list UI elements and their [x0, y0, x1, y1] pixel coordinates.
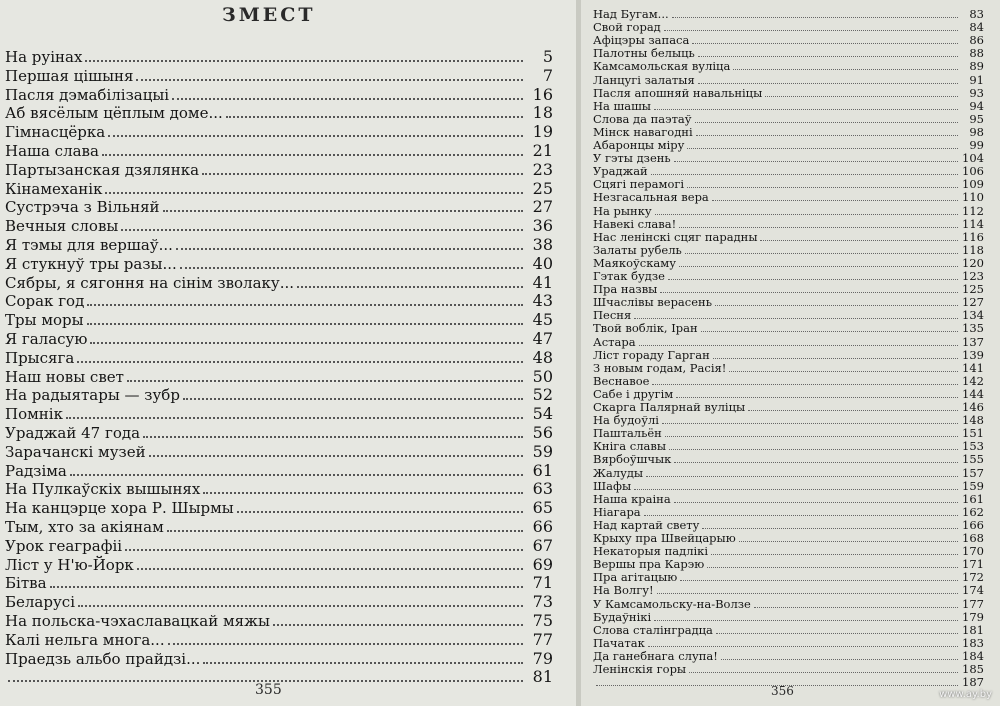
dot-leader — [143, 436, 523, 438]
dot-leader — [203, 662, 523, 664]
toc-entry-title: Першая цішыня — [5, 66, 134, 85]
toc-entry-title: Жалуды — [593, 465, 644, 480]
toc-entry-title: Нас ленінскі сцяг парадны — [593, 229, 758, 244]
toc-entry-title: Сабе і другім — [593, 386, 674, 401]
toc-entry-page: 18 — [532, 103, 553, 123]
toc-entry-title: Урок геаграфіі — [5, 536, 123, 555]
toc-entry-page: 134 — [962, 308, 984, 323]
dot-leader — [273, 624, 523, 626]
toc-entry — [5, 142, 553, 160]
toc-entry-title: Ланцугі залатыя — [593, 72, 695, 87]
toc-entry — [5, 104, 553, 122]
toc-entry-title: На Волгу! — [593, 583, 654, 598]
toc-entry-title: Афіцэры запаса — [593, 33, 690, 48]
toc-entry-page: 7 — [542, 65, 553, 85]
toc-entry-title: На радыятары — зубр — [5, 386, 180, 405]
toc-entry-title: Да ганебнага слупа! — [593, 648, 718, 663]
toc-entry-page: 66 — [532, 517, 553, 536]
toc-entry-page: 148 — [962, 413, 984, 428]
toc-entry-page: 21 — [532, 141, 553, 160]
toc-entry-title: Над Бугам... — [593, 7, 669, 21]
toc-entry-title: Наш новы свет — [5, 367, 124, 386]
toc-entry — [5, 198, 553, 216]
toc-entry-title: Слова сталінградца — [593, 622, 713, 637]
dot-leader — [85, 60, 523, 62]
toc-entry — [5, 405, 553, 423]
toc-entry-page: 65 — [532, 498, 553, 518]
dot-leader — [202, 173, 523, 175]
toc-entry-page: 179 — [962, 609, 984, 624]
watermark: www.ay.by — [939, 689, 992, 700]
toc-entry-page: 104 — [962, 151, 984, 166]
toc-entry-title: Гэтак будзе — [593, 269, 665, 283]
toc-entry — [5, 48, 553, 66]
dot-leader — [163, 210, 523, 212]
toc-entry-page: 67 — [532, 535, 553, 555]
toc-entry-title: Тры моры — [5, 311, 84, 330]
dot-leader — [78, 605, 523, 607]
toc-entry-page: 25 — [532, 178, 553, 198]
dot-leader — [183, 398, 523, 400]
dot-leader — [167, 530, 523, 532]
toc-entry-page: 161 — [962, 491, 984, 506]
toc-entry — [5, 556, 553, 574]
toc-entry-title: Ніагара — [593, 504, 641, 519]
toc-entry-page: 84 — [969, 20, 984, 35]
toc-entry-page: 48 — [532, 347, 553, 367]
toc-entry-title: Кінамеханік — [5, 179, 103, 198]
dot-leader — [102, 154, 523, 156]
toc-entry-page: 77 — [532, 629, 553, 649]
dot-leader — [125, 549, 523, 551]
toc-entry-title: Партызанская дзялянка — [5, 160, 200, 179]
toc-entry-page: 142 — [962, 373, 984, 388]
toc-entry-title: Веснавое — [593, 373, 650, 388]
dot-leader — [66, 417, 523, 419]
toc-entry-page: 27 — [532, 197, 553, 217]
toc-entry-title: Пра назвы — [593, 282, 658, 297]
toc-entry-title: Тым, хто за акіянам — [5, 518, 164, 536]
toc-entry-page: 50 — [532, 366, 553, 386]
toc-entry-page: 185 — [962, 662, 984, 676]
toc-entry-title: Над картай свету — [593, 517, 700, 532]
toc-entry-page: 94 — [969, 98, 984, 113]
toc-entry — [5, 537, 553, 555]
toc-entry-title: Аб вясёлым цёплым доме... — [5, 104, 223, 123]
dot-leader — [180, 267, 523, 269]
toc-entry-title: Свой горад — [593, 20, 661, 35]
toc-entry-title: Абаронцы міру — [593, 138, 685, 152]
toc-entry — [5, 123, 553, 141]
toc-entry-page: 5 — [542, 47, 553, 66]
toc-entry-page: 36 — [532, 216, 553, 236]
toc-entry-title: Прысяга — [5, 348, 75, 367]
toc-entry-page: 71 — [532, 573, 553, 593]
dot-leader — [108, 135, 523, 137]
toc-entry-page: 118 — [962, 242, 984, 257]
toc-entry-page: 177 — [962, 596, 984, 611]
toc-entry — [5, 368, 553, 386]
toc-entry-title: Песня — [593, 308, 632, 323]
toc-entry-page: 135 — [962, 321, 984, 336]
toc-entry-page: 38 — [532, 235, 553, 254]
toc-entry-title: Ліст гораду Гарган — [593, 347, 710, 362]
toc-entry-title: Ураджай 47 года — [5, 424, 141, 442]
toc-entry-title: Шафы — [593, 478, 632, 493]
toc-entry-title: Пачатак — [593, 635, 645, 650]
toc-entry-title: Калі нельга многа... — [5, 630, 165, 649]
toc-entry — [5, 349, 553, 367]
toc-entry-page: 89 — [969, 59, 984, 74]
toc-entry-page: 125 — [962, 282, 984, 297]
toc-entry-page: 109 — [962, 177, 984, 192]
dot-leader — [226, 116, 523, 118]
toc-entry-page: 56 — [532, 423, 553, 442]
dot-leader — [77, 361, 523, 363]
dot-leader — [176, 248, 523, 250]
dot-leader — [136, 79, 523, 81]
dot-leader — [127, 380, 523, 382]
toc-entry-title: З новым годам, Расія! — [593, 360, 727, 375]
right-book-page — [581, 0, 1000, 706]
toc-entry — [5, 292, 553, 310]
toc-entry — [5, 255, 553, 273]
toc-entry — [5, 574, 553, 592]
toc-entry-title: Пасля дэмабілізацыі — [5, 85, 170, 104]
dot-leader — [105, 192, 523, 194]
toc-entry-page: 75 — [532, 611, 553, 630]
toc-entry-title: Я галасую — [5, 330, 88, 348]
toc-entry-page: 139 — [962, 347, 984, 362]
dot-leader — [203, 492, 523, 494]
toc-entry-title: Вярбоўшчык — [593, 452, 672, 467]
toc-entry-page: 110 — [962, 190, 984, 205]
toc-entry — [5, 612, 553, 630]
toc-entry-page: 159 — [962, 478, 984, 493]
toc-entry-title: На шашы — [593, 98, 651, 113]
toc-entry-page: 174 — [962, 583, 984, 598]
dot-leader — [87, 304, 523, 306]
toc-entry-title: Сорак год — [5, 292, 85, 311]
toc-entry-page: 52 — [532, 385, 553, 405]
toc-entry-page: 41 — [532, 272, 553, 292]
toc-entry — [5, 518, 553, 536]
dot-leader — [237, 511, 523, 513]
toc-entry — [5, 424, 553, 442]
toc-entry-page: 83 — [969, 7, 984, 21]
toc-entry-title: Вечныя словы — [5, 217, 119, 236]
toc-entry-page: 144 — [962, 386, 984, 401]
toc-entry-title: На руінах — [5, 48, 83, 66]
toc-entry-page: 95 — [969, 111, 984, 126]
toc-entry-title: Крыху пра Швейцарыю — [593, 531, 736, 545]
toc-entry — [5, 330, 553, 348]
toc-entry — [5, 180, 553, 198]
toc-entry-page: 16 — [532, 84, 553, 104]
toc-entry-title: Камсамольская вуліца — [593, 59, 731, 74]
toc-entry-title: Паштальён — [593, 426, 662, 441]
toc-entry-page: 168 — [962, 531, 984, 545]
toc-entry-title: Астара — [593, 334, 636, 349]
toc-entry-page: 116 — [962, 229, 984, 244]
toc-entry-page: 127 — [962, 295, 984, 310]
toc-entry-page: 155 — [962, 452, 984, 467]
toc-entry-page: 141 — [962, 360, 984, 375]
toc-entry-page: 98 — [969, 124, 984, 139]
toc-entry — [5, 443, 553, 461]
toc-entry-title: Радзіма — [5, 461, 67, 480]
toc-entry-title: Наша краіна — [593, 491, 671, 506]
toc-entry-title: Палотны белыць — [593, 46, 695, 61]
toc-entry-title: На рынку — [593, 203, 652, 218]
toc-entry-title: Сябры, я сягоння на сінім зволаку... — [5, 273, 295, 292]
toc-entry — [5, 236, 553, 254]
toc-entry-title: Слова да паэтаў — [593, 111, 692, 126]
toc-entry-title: Навекі слава! — [593, 216, 677, 231]
toc-entry-title: Бітва — [5, 574, 47, 593]
toc-entry-title: На канцэрце хора Р. Шырмы — [5, 499, 234, 518]
toc-entry-page: 54 — [532, 404, 553, 424]
toc-entry — [5, 217, 553, 235]
toc-entry-page: 187 — [962, 675, 984, 690]
toc-entry — [5, 67, 553, 85]
toc-entry-title: Кніга славы — [593, 439, 667, 454]
toc-entry-page: 137 — [962, 334, 984, 349]
toc-entry-title: Зарачанскі музей — [5, 442, 146, 461]
toc-entry — [5, 462, 553, 480]
toc-entry-title: Я стукнуў тры разы... — [5, 254, 177, 273]
toc-entry-title: Скарга Палярнай вуліцы — [593, 400, 746, 414]
toc-entry-page: 73 — [532, 592, 553, 612]
toc-entry-page: 79 — [532, 648, 553, 668]
toc-entry-title: Помнік — [5, 405, 63, 424]
toc-entry-page: 106 — [962, 164, 984, 179]
toc-entry-page: 69 — [532, 554, 553, 574]
dot-leader — [50, 586, 523, 588]
toc-entry-page: 93 — [969, 85, 984, 100]
toc-entry-title: Маякоўскаму — [593, 255, 676, 270]
toc-entry-page: 157 — [962, 465, 984, 480]
toc-entry-page: 40 — [532, 253, 553, 273]
toc-entry-title: Пра агітацыю — [593, 570, 678, 585]
toc-entry-page: 114 — [962, 216, 984, 231]
toc-entry-title: Сцягі перамогі — [593, 177, 685, 192]
dot-leader — [70, 474, 523, 476]
toc-entry-title: Вершы пра Карэю — [593, 557, 705, 572]
toc-entry-page: 112 — [962, 203, 984, 218]
toc-entry-title: Праедзь альбо прайдзі... — [5, 649, 201, 668]
toc-entry-page: 23 — [532, 159, 553, 179]
toc-entry-page: 120 — [962, 255, 984, 270]
toc-entry-page: 86 — [969, 33, 984, 48]
dot-leader — [137, 568, 523, 570]
toc-entry-page: 91 — [969, 72, 984, 87]
toc-entry-page: 19 — [532, 122, 553, 142]
toc-entry-title: Ураджай — [593, 164, 648, 179]
toc-entry-title: На Пулкаўскіх вышынях — [5, 480, 201, 499]
toc-entry-page: 63 — [532, 479, 553, 499]
toc-entry-page: 99 — [969, 138, 984, 152]
toc-entry-page: 162 — [962, 504, 984, 519]
toc-entry — [5, 499, 553, 517]
toc-entry-title: Твой воблік, Іран — [593, 321, 698, 336]
right-page-number: 356 — [771, 684, 794, 698]
toc-entry-title: Мінск навагодні — [593, 124, 693, 139]
toc-entry-title: Гімнасцёрка — [5, 123, 106, 142]
toc-entry-page: 151 — [962, 426, 984, 441]
left-page-number: 355 — [255, 682, 282, 698]
toc-entry-title: Ліст у Н'ю-Йорк — [5, 555, 134, 574]
dot-leader — [168, 643, 523, 645]
toc-entry-title: У Камсамольску-на-Волзе — [593, 596, 751, 611]
toc-entry — [5, 480, 553, 498]
toc-entry-title: Залаты рубель — [593, 242, 682, 257]
toc-entry — [5, 161, 553, 179]
toc-entry-page: 61 — [532, 460, 553, 480]
toc-entry-title: Будаўнікі — [593, 609, 652, 624]
toc-entry-title: Наша слава — [5, 142, 99, 160]
dot-leader — [149, 455, 523, 457]
toc-entry-title: На будоўлі — [593, 413, 659, 428]
toc-entry-page: 181 — [962, 622, 984, 637]
toc-entry-title: Ленінскія горы — [593, 662, 687, 676]
toc-entry — [5, 86, 553, 104]
toc-entry — [5, 650, 553, 668]
toc-entry-page: 45 — [532, 310, 553, 330]
toc-entry-page: 172 — [962, 570, 984, 585]
toc-entry-title: Беларусі — [5, 593, 75, 612]
dot-leader — [90, 342, 523, 344]
toc-entry-page: 171 — [962, 557, 984, 572]
contents-heading: ЗМЕСТ — [222, 4, 316, 26]
toc-entry — [5, 311, 553, 329]
toc-entry-page: 123 — [962, 269, 984, 283]
toc-entry-page: 47 — [532, 329, 553, 348]
toc-entry-title: Пасля апошняй навальніцы — [593, 85, 763, 100]
toc-entry-title: Некаторыя падлікі — [593, 544, 709, 559]
toc-entry — [5, 274, 553, 292]
toc-entry-page: 59 — [532, 441, 553, 461]
toc-entry — [5, 593, 553, 611]
toc-entry-page: 88 — [969, 46, 984, 61]
toc-entry-page: 153 — [962, 439, 984, 454]
toc-entry-page: 81 — [532, 667, 553, 687]
toc-entry — [5, 631, 553, 649]
toc-entry-page: 146 — [962, 400, 984, 414]
toc-entry-title: Шчаслівы верасень — [593, 295, 712, 310]
toc-entry-page: 184 — [962, 648, 984, 663]
toc-entry-page: 170 — [962, 544, 984, 559]
toc-entry-page: 166 — [962, 517, 984, 532]
toc-entry-title: На польска-чэхаславацкай мяжы — [5, 612, 270, 630]
toc-entry-page: 183 — [962, 635, 984, 650]
dot-leader — [172, 98, 523, 100]
toc-entry — [5, 386, 553, 404]
toc-entry-title: Сустрэча з Вільняй — [5, 198, 160, 217]
dot-leader — [121, 229, 523, 231]
dot-leader — [297, 286, 523, 288]
toc-entry-title: Незгасальная вера — [593, 190, 709, 205]
toc-entry-title: У гэты дзень — [593, 151, 671, 166]
toc-entry-page: 43 — [532, 291, 553, 311]
toc-entry-title: Я тэмы для вершаў... — [5, 236, 173, 254]
dot-leader — [87, 323, 523, 325]
